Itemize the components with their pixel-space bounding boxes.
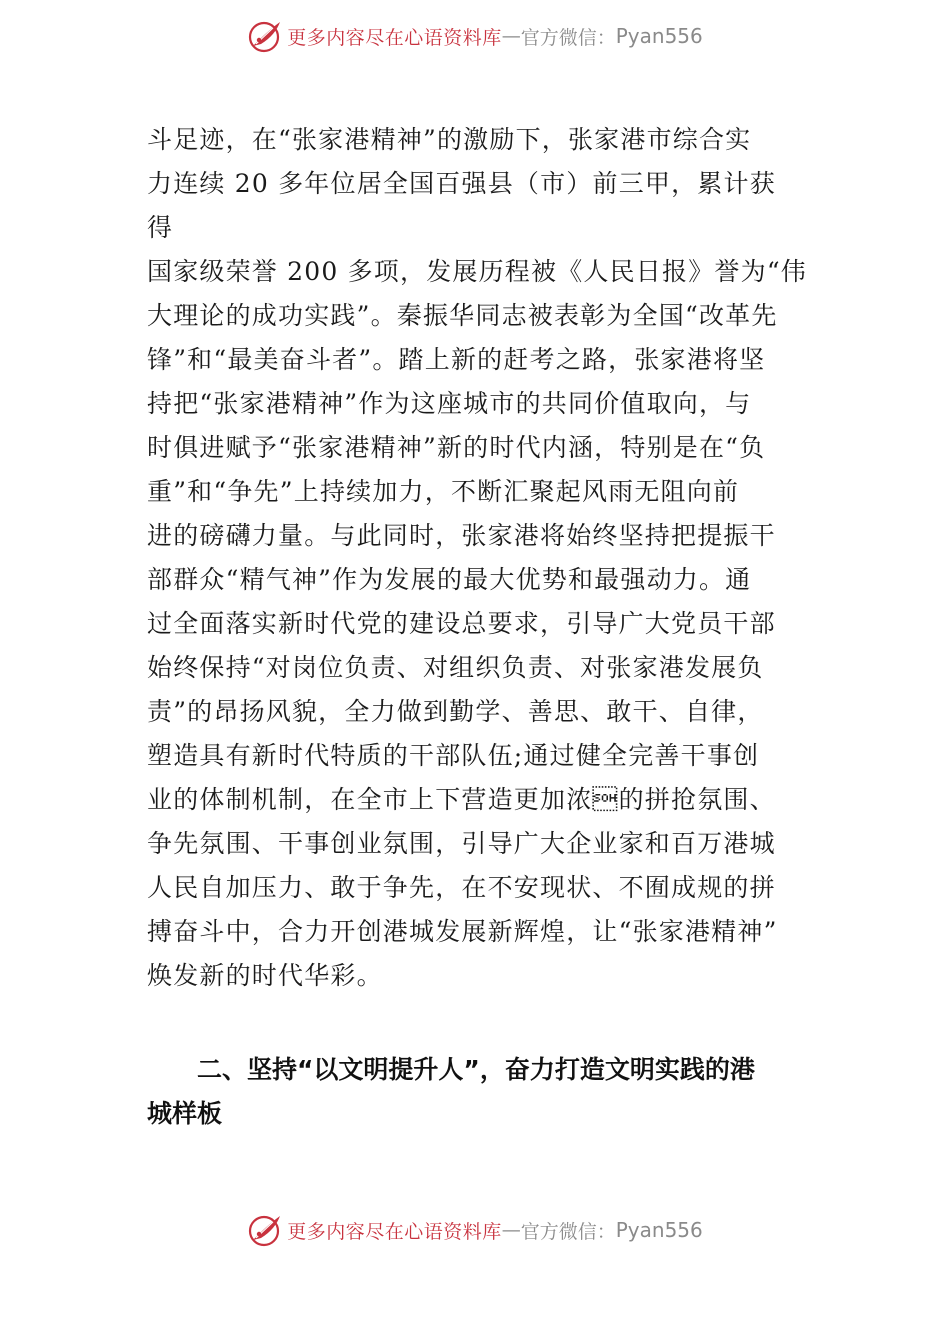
body-line: 部群众“精气神”作为发展的最大优势和最强动力。通 (147, 565, 752, 594)
banner-library-text: 更多内容尽在心语资料库 (287, 1220, 502, 1243)
body-line: 得 (147, 213, 174, 242)
section-heading-line-2: 城样板 (147, 1099, 223, 1128)
body-line: 国家级荣誉 200 多项，发展历程被《人民日报》誉为“伟 (147, 257, 807, 286)
body-line: 持把“张家港精神”作为这座城市的共同价值取向，与 (147, 389, 752, 418)
banner-wechat-id: Pyan556 (615, 1218, 703, 1242)
quill-pen-logo-icon (247, 18, 283, 54)
body-line: 锋”和“最美奋斗者”。踏上新的赶考之路，张家港将坚 (147, 345, 766, 374)
banner-wechat-label: 官方微信： (520, 26, 616, 49)
section-heading-line-1: 二、坚持“以文明提升人”，奋力打造文明实践的港 (197, 1055, 755, 1084)
section-heading (147, 1048, 807, 1136)
body-line: 时俱进赋予“张家港精神”新的时代内涵，特别是在“负 (147, 433, 766, 462)
body-line: 斗足迹，在“张家港精神”的激励下，张家港市综合实 (147, 125, 752, 154)
body-line: 争先氛围、干事创业氛围，引导广大企业家和百万港城 (147, 829, 776, 858)
header-watermark-banner (0, 16, 950, 56)
footer-watermark-banner (0, 1210, 950, 1250)
body-line: 业的体制机制，在全市上下营造更加浓的拼抢氛围、 (147, 785, 776, 814)
body-line: 力连续 20 多年位居全国百强县（市）前三甲，累计获 (147, 169, 776, 198)
banner-library-text: 更多内容尽在心语资料库 (287, 26, 502, 49)
banner-wechat-label: 官方微信： (520, 1220, 616, 1243)
quill-pen-logo-icon (247, 1212, 283, 1248)
body-line: 始终保持“对岗位负责、对组织负责、对张家港发展负 (147, 653, 764, 682)
body-line: 人民自加压力、敢于争先，在不安现状、不囿成规的拼 (147, 873, 776, 902)
body-paragraph (147, 118, 807, 998)
banner-wechat-id: Pyan556 (615, 24, 703, 48)
banner-separator: — (501, 1219, 521, 1241)
body-line: 搏奋斗中，合力开创港城发展新辉煌，让“张家港精神” (147, 917, 778, 946)
body-line: 重”和“争先”上持续加力，不断汇聚起风雨无阻向前 (147, 477, 740, 506)
body-line: 塑造具有新时代特质的干部队伍;通过健全完善干事创 (147, 741, 760, 770)
body-line: 大理论的成功实践”。秦振华同志被表彰为全国“改革先 (147, 301, 778, 330)
body-line: 进的磅礴力量。与此同时，张家港将始终坚持把提振干 (147, 521, 776, 550)
banner-separator: — (501, 25, 521, 47)
body-line: 过全面落实新时代党的建设总要求，引导广大党员干部 (147, 609, 776, 638)
body-line: 责”的昂扬风貌，全力做到勤学、善思、敢干、自律， (147, 697, 764, 726)
body-line: 焕发新的时代华彩。 (147, 961, 383, 990)
